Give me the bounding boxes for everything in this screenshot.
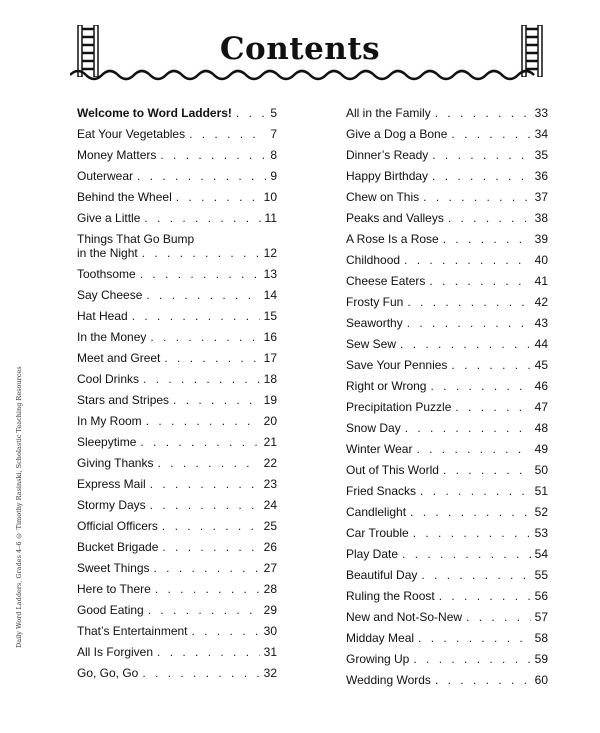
toc-entry[interactable] (346, 190, 548, 211)
toc-entry[interactable] (346, 484, 548, 505)
toc-entry-title: Winter Wear (346, 442, 413, 456)
toc-entry[interactable] (77, 435, 277, 456)
toc-entry-page: 10 (263, 190, 277, 204)
toc-entry-title: Beautiful Day (346, 568, 418, 582)
dot-leader (439, 589, 531, 603)
toc-entry-page: 50 (534, 463, 548, 477)
dot-leader (407, 316, 531, 330)
toc-entry[interactable] (77, 232, 277, 267)
toc-entry[interactable] (346, 379, 548, 400)
toc-entry-page: 46 (534, 379, 548, 393)
page-title: Contents (219, 31, 381, 67)
toc-entry-page: 26 (263, 540, 277, 554)
toc-entry-page: 8 (270, 148, 277, 162)
toc-entry-title: Stormy Days (77, 498, 146, 512)
toc-entry[interactable] (346, 673, 548, 694)
toc-entry-page: 5 (270, 106, 277, 120)
toc-entry-title: Play Date (346, 547, 399, 561)
toc-entry-title: Dinner’s Ready (346, 148, 429, 162)
dot-leader (176, 190, 260, 204)
toc-entry-title: Toothsome (77, 267, 136, 281)
toc-entry[interactable] (346, 652, 548, 673)
toc-entry[interactable] (346, 106, 548, 127)
toc-entry-title: Right or Wrong (346, 379, 427, 393)
toc-entry-title: in the Night (77, 246, 138, 260)
toc-entry-page: 48 (534, 421, 548, 435)
toc-entry-title: Sweet Things (77, 561, 150, 575)
dot-leader (404, 253, 531, 267)
toc-entry-title: Ruling the Roost (346, 589, 435, 603)
dot-leader (443, 463, 531, 477)
dot-leader (144, 211, 260, 225)
toc-entry-page: 19 (263, 393, 277, 407)
toc-entry-title: Hat Head (77, 309, 128, 323)
toc-entry-page: 37 (534, 190, 548, 204)
toc-entry-page: 31 (263, 645, 277, 659)
toc-entry-page: 57 (534, 610, 548, 624)
dot-leader (146, 288, 259, 302)
toc-entry-title: Seaworthy (346, 316, 403, 330)
toc-entry-page: 33 (534, 106, 548, 120)
toc-entry-page: 7 (270, 127, 277, 141)
toc-entry-page: 35 (534, 148, 548, 162)
dot-leader (142, 246, 260, 260)
toc-entry-title: Precipitation Puzzle (346, 400, 452, 414)
toc-entry[interactable] (346, 463, 548, 484)
toc-entry[interactable] (77, 624, 277, 645)
toc-entry-title: Out of This World (346, 463, 439, 477)
dot-leader (402, 547, 531, 561)
dot-leader (148, 603, 260, 617)
toc-entry[interactable] (346, 505, 548, 526)
toc-entry-page: 56 (534, 589, 548, 603)
dot-leader (443, 232, 531, 246)
toc-entry-page: 47 (534, 400, 548, 414)
toc-entry[interactable] (77, 351, 277, 372)
dot-leader (432, 148, 530, 162)
toc-entry-page: 55 (534, 568, 548, 582)
dot-leader (413, 526, 531, 540)
toc-entry-page: 49 (534, 442, 548, 456)
toc-entry-page: 25 (263, 519, 277, 533)
toc-entry-page: 38 (534, 211, 548, 225)
toc-entry-page: 43 (534, 316, 548, 330)
toc-entry-title: Say Cheese (77, 288, 143, 302)
toc-entry[interactable] (77, 330, 277, 351)
dot-leader (418, 631, 531, 645)
toc-entry-page: 23 (263, 477, 277, 491)
toc-entry[interactable] (346, 148, 548, 169)
toc-entry[interactable] (77, 519, 277, 540)
dot-leader (155, 582, 260, 596)
dot-leader (143, 372, 260, 386)
toc-entry-page: 53 (534, 526, 548, 540)
dot-leader (192, 624, 260, 638)
toc-entry[interactable] (346, 547, 548, 568)
dot-leader (150, 330, 259, 344)
toc-entry-title: Midday Meal (346, 631, 415, 645)
dot-leader (400, 337, 531, 351)
toc-entry[interactable] (346, 211, 548, 232)
toc-entry-title: Cool Drinks (77, 372, 140, 386)
toc-entry[interactable] (346, 127, 548, 148)
toc-entry-page: 34 (534, 127, 548, 141)
dot-leader (160, 148, 266, 162)
dot-leader (146, 414, 260, 428)
dot-leader (140, 267, 260, 281)
toc-entry[interactable] (77, 540, 277, 561)
toc-entry[interactable] (77, 456, 277, 477)
toc-entry-title: In the Money (77, 330, 147, 344)
toc-entry[interactable] (346, 421, 548, 442)
dot-leader (142, 666, 259, 680)
toc-entry[interactable] (77, 414, 277, 435)
toc-entry-title: Frosty Fun (346, 295, 404, 309)
toc-entry-page: 30 (263, 624, 277, 638)
dot-leader (466, 610, 531, 624)
dot-leader (410, 505, 531, 519)
toc-entry[interactable] (346, 274, 548, 295)
toc-entry[interactable] (77, 372, 277, 393)
toc-entry-title: Money Matters (77, 148, 157, 162)
toc-entry-title: Stars and Stripes (77, 393, 170, 407)
toc-entry-title: Here to There (77, 582, 151, 596)
toc-entry-title: Welcome to Word Ladders! (77, 106, 232, 120)
toc-entry[interactable] (346, 526, 548, 547)
toc-entry-title: Growing Up (346, 652, 410, 666)
toc-entry-title: Car Trouble (346, 526, 409, 540)
toc-entry[interactable] (77, 288, 277, 309)
toc-entry-page: 60 (534, 673, 548, 687)
toc-entry-page: 20 (263, 414, 277, 428)
toc-entry-page: 13 (263, 267, 277, 281)
dot-leader (162, 519, 260, 533)
toc-entry-page: 40 (534, 253, 548, 267)
toc-entry[interactable] (77, 106, 277, 127)
toc-entry-page: 51 (534, 484, 548, 498)
dot-leader (429, 274, 530, 288)
toc-entry-title: Eat Your Vegetables (77, 127, 186, 141)
toc-entry[interactable] (346, 169, 548, 190)
dot-leader (451, 127, 530, 141)
toc-entry[interactable] (77, 477, 277, 498)
toc-entry[interactable] (346, 610, 548, 631)
toc-entry-title: Candlelight (346, 505, 407, 519)
dot-leader (150, 477, 260, 491)
toc-entry[interactable] (77, 211, 277, 232)
toc-entry[interactable] (346, 295, 548, 316)
dot-leader (173, 393, 260, 407)
dot-leader (432, 169, 531, 183)
toc-entry-title: Cheese Eaters (346, 274, 426, 288)
toc-entry-page: 27 (263, 561, 277, 575)
toc-entry-title: Save Your Pennies (346, 358, 448, 372)
toc-entry[interactable] (346, 631, 548, 652)
dot-leader (455, 400, 530, 414)
dot-leader (413, 652, 530, 666)
toc-entry-title: In My Room (77, 414, 142, 428)
toc-entry-page: 32 (263, 666, 277, 680)
toc-entry-page: 22 (263, 456, 277, 470)
dot-leader (189, 127, 266, 141)
toc-entry-page: 18 (263, 372, 277, 386)
toc-entry[interactable] (77, 498, 277, 519)
toc-entry-title: All Is Forgiven (77, 645, 154, 659)
toc-entry[interactable] (77, 267, 277, 288)
toc-entry-title: Snow Day (346, 421, 401, 435)
toc-entry-page: 14 (263, 288, 277, 302)
toc-entry-page: 36 (534, 169, 548, 183)
toc-entry-page: 21 (263, 435, 277, 449)
contents-left-column (77, 106, 277, 687)
dot-leader (448, 211, 531, 225)
dot-leader (236, 106, 266, 120)
toc-entry-title: Childhood (346, 253, 401, 267)
toc-entry-page: 45 (534, 358, 548, 372)
dot-leader (150, 498, 260, 512)
page-header (0, 0, 600, 95)
toc-entry-title: Official Officers (77, 519, 158, 533)
copyright-side-note: Daily Word Ladders, Grades 4–6 © Timothy Rasinski, Scholastic Teaching Resources (15, 366, 23, 648)
toc-entry-title: That’s Entertainment (77, 624, 188, 638)
dot-leader (164, 351, 259, 365)
dot-leader (435, 106, 531, 120)
toc-entry-title: Sleepytime (77, 435, 137, 449)
toc-entry[interactable] (77, 309, 277, 330)
toc-entry-page: 41 (534, 274, 548, 288)
toc-entry-page: 17 (263, 351, 277, 365)
toc-entry-page: 29 (263, 603, 277, 617)
dot-leader (140, 435, 259, 449)
dot-leader (157, 645, 260, 659)
dot-leader (405, 421, 531, 435)
toc-entry-title: Good Eating (77, 603, 144, 617)
toc-entry[interactable] (77, 666, 277, 687)
toc-entry-page: 39 (534, 232, 548, 246)
toc-entry-page: 15 (263, 309, 277, 323)
toc-entry-page: 11 (264, 211, 277, 225)
toc-entry[interactable] (77, 582, 277, 603)
toc-entry[interactable] (77, 148, 277, 169)
dot-leader (435, 673, 531, 687)
toc-entry-title: Fried Snacks (346, 484, 417, 498)
toc-entry-title: Peaks and Valleys (346, 211, 444, 225)
toc-entry-page: 52 (534, 505, 548, 519)
toc-entry-title: A Rose Is a Rose (346, 232, 439, 246)
toc-entry[interactable] (346, 589, 548, 610)
toc-entry-title: New and Not-So-New (346, 610, 463, 624)
toc-entry-title: Express Mail (77, 477, 146, 491)
toc-entry-page: 24 (263, 498, 277, 512)
toc-entry-page: 42 (534, 295, 548, 309)
dot-leader (416, 442, 530, 456)
toc-entry[interactable] (77, 127, 277, 148)
toc-entry[interactable] (346, 400, 548, 421)
toc-entry-title: Outerwear (77, 169, 134, 183)
toc-entry-title: Give a Dog a Bone (346, 127, 448, 141)
toc-entry[interactable] (77, 190, 277, 211)
toc-entry-page: 9 (270, 169, 277, 183)
toc-entry[interactable] (346, 253, 548, 274)
toc-entry-page: 12 (263, 246, 277, 260)
dot-leader (407, 295, 530, 309)
dot-leader (451, 358, 530, 372)
toc-entry[interactable] (346, 316, 548, 337)
dot-leader (132, 309, 260, 323)
toc-entry-title: Happy Birthday (346, 169, 429, 183)
dot-leader (420, 484, 531, 498)
dot-leader (154, 561, 260, 575)
wavy-divider (70, 65, 540, 81)
toc-entry-title: Bucket Brigade (77, 540, 159, 554)
toc-entry[interactable] (77, 393, 277, 414)
dot-leader (162, 540, 259, 554)
toc-entry[interactable] (346, 442, 548, 463)
toc-entry[interactable] (346, 232, 548, 253)
toc-entry-title-line1: Things That Go Bump (77, 232, 195, 246)
dot-leader (137, 169, 266, 183)
toc-entry-title: All in the Family (346, 106, 431, 120)
toc-entry-title: Sew Sew (346, 337, 397, 351)
toc-entry[interactable] (346, 337, 548, 358)
toc-entry-title: Chew on This (346, 190, 420, 204)
toc-entry[interactable] (77, 169, 277, 190)
dot-leader (157, 456, 259, 470)
toc-entry-page: 58 (534, 631, 548, 645)
toc-entry-page: 44 (534, 337, 548, 351)
toc-entry-page: 16 (263, 330, 277, 344)
toc-entry-page: 28 (263, 582, 277, 596)
toc-entry-title: Meet and Greet (77, 351, 161, 365)
dot-leader (430, 379, 530, 393)
toc-entry[interactable] (77, 561, 277, 582)
toc-entry[interactable] (346, 568, 548, 589)
dot-leader (421, 568, 530, 582)
toc-entry-title: Go, Go, Go (77, 666, 139, 680)
toc-entry[interactable] (77, 603, 277, 624)
toc-entry-title: Giving Thanks (77, 456, 154, 470)
dot-leader (423, 190, 530, 204)
toc-entry-title: Give a Little (77, 211, 141, 225)
contents-right-column (346, 106, 548, 694)
toc-entry-page: 59 (534, 652, 548, 666)
toc-entry-page: 54 (534, 547, 548, 561)
toc-entry-title: Wedding Words (346, 673, 431, 687)
toc-entry-title: Behind the Wheel (77, 190, 172, 204)
toc-entry[interactable] (77, 645, 277, 666)
toc-entry[interactable] (346, 358, 548, 379)
